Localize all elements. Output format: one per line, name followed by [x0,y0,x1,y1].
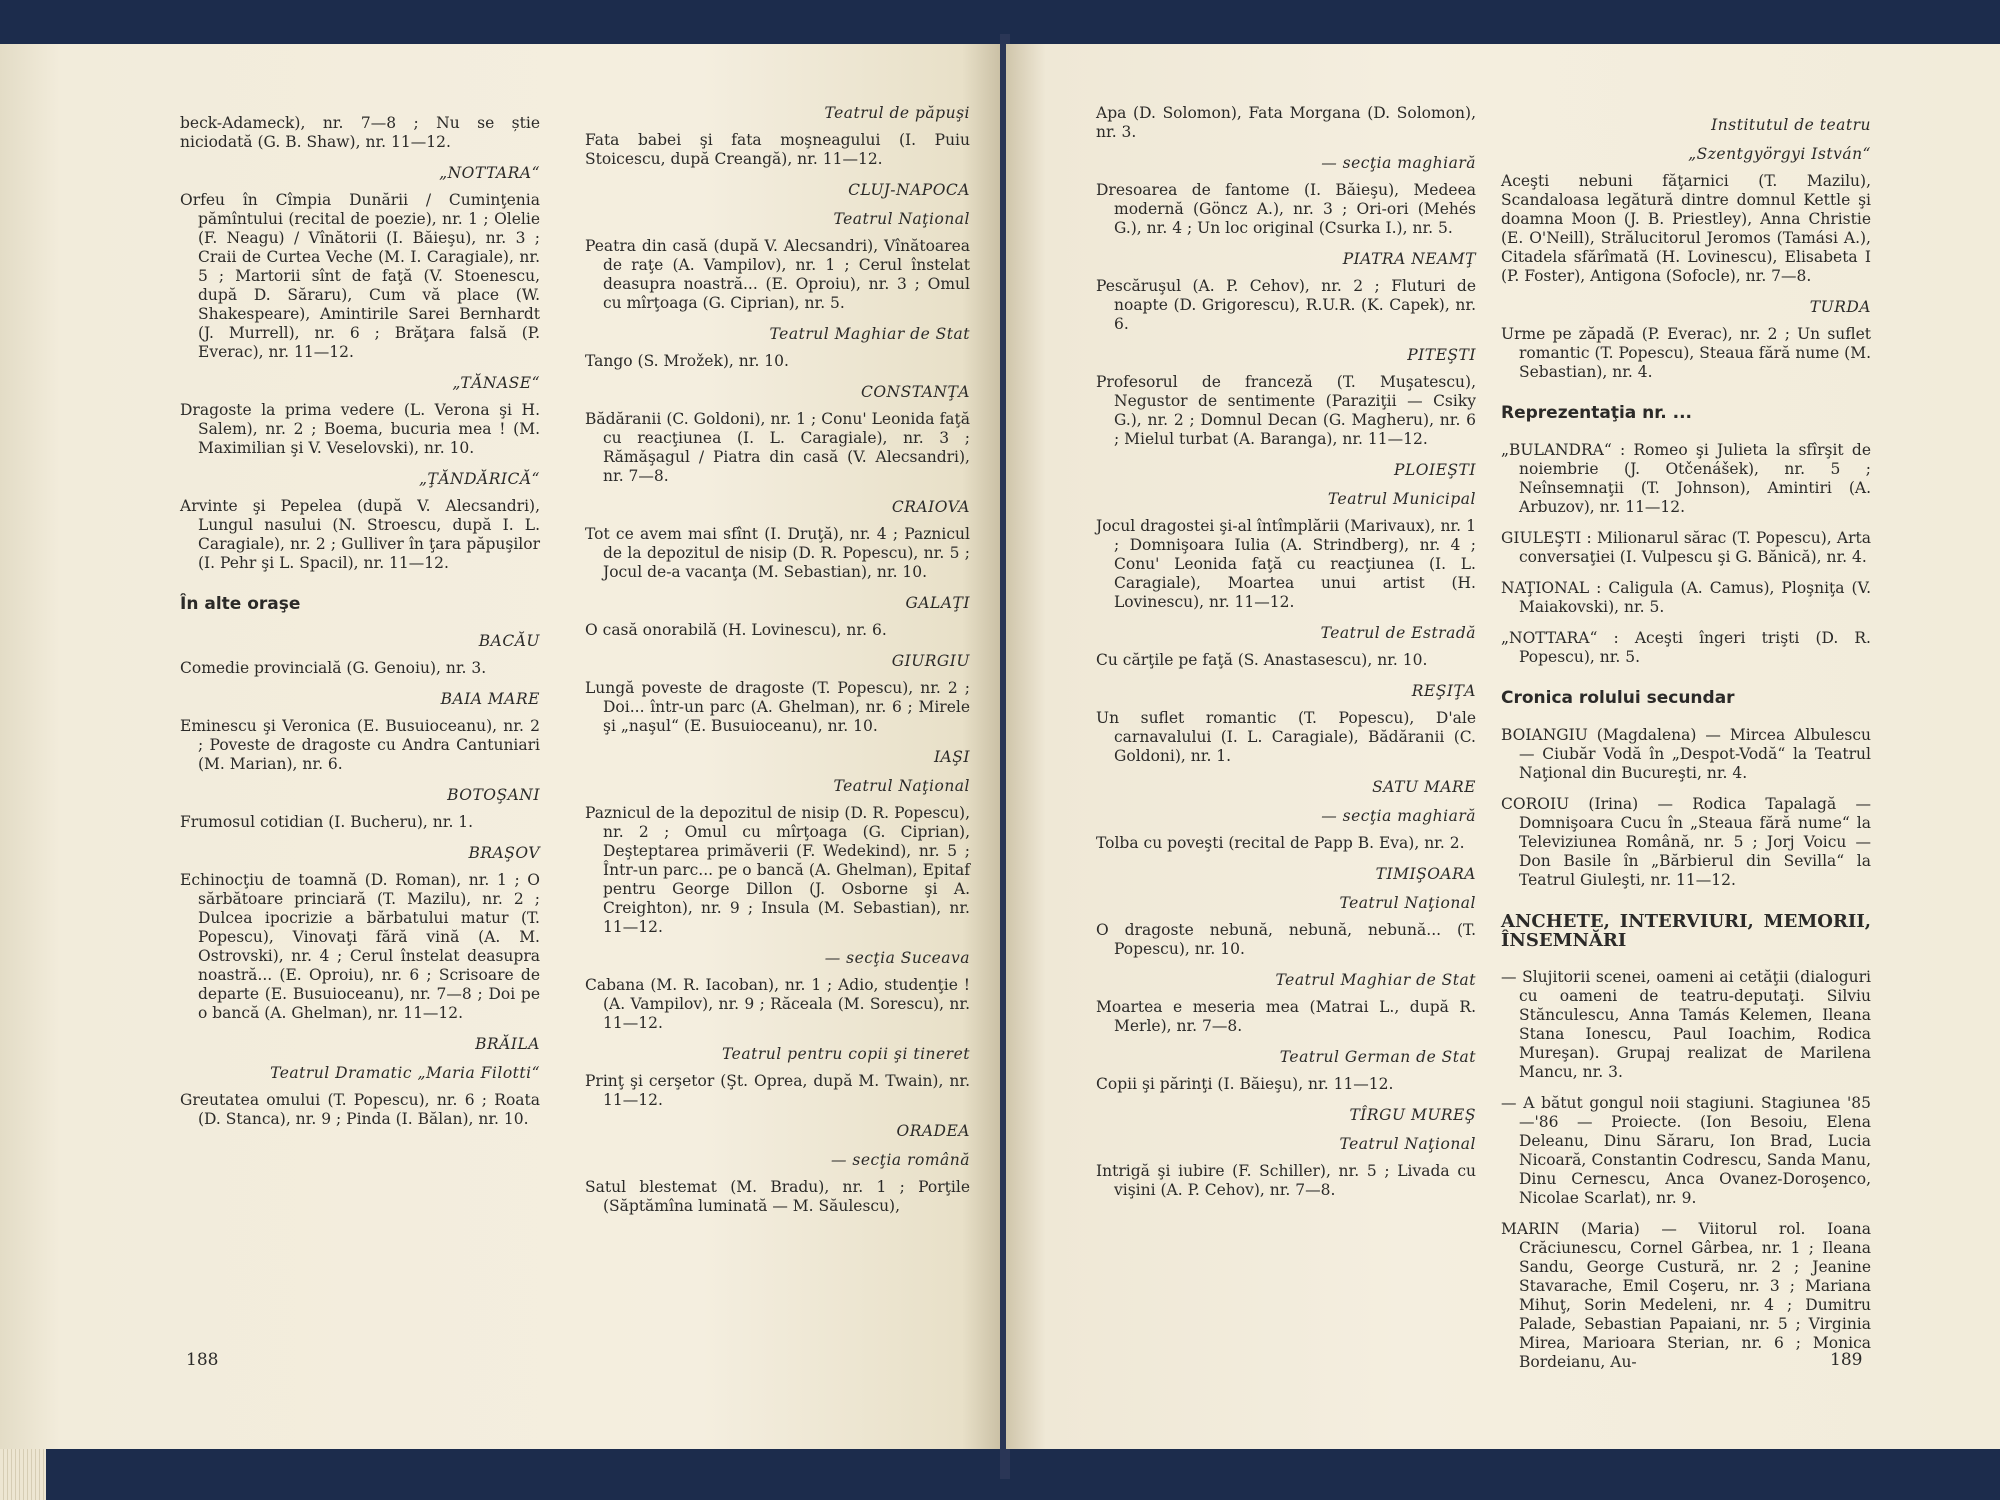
entry-paragraph: „NOTTARA“ : Aceşti îngeri trişti (D. R. Popescu), nr. 5. [1501,629,1871,666]
right-page [1006,44,2000,1449]
entry-paragraph: Echinocţiu de toamnă (D. Roman), nr. 1 ; O sărbătoare princiară (T. Mazilu), nr. 2 ; Dulcea ipocrizie a bărbatului matur (T. Popescu), Vinovaţi fără vină (A. M. Ostrovski), nr. 4 ; Cerul înstelat deasupra noastră... (E. Oproiu), nr. 6 ; Scrisoare de departe (E. Busuioceanu), nr. 7—8 ; Doi pe o bancă (A. Ghelman), nr. 11—12. [180,871,540,1022]
right-column-2 [1501,106,1871,1384]
section-heading: BRĂILA [475,1035,540,1053]
entry-paragraph: O casă onorabilă (H. Lovinescu), nr. 6. [585,621,887,639]
section-heading: Teatrul Maghiar de Stat [769,325,970,343]
section-heading: PITEŞTI [1407,346,1476,364]
entry-paragraph: Peatra din casă (după V. Alecsandri), Vînătoarea de raţe (A. Vampilov), nr. 1 ; Cerul înstelat deasupra noastră... (E. Oproiu), nr. 3 ; Omul cu mîrţoaga (G. Ciprian), nr. 5. [585,237,970,312]
entry-paragraph: NAŢIONAL : Caligula (A. Camus), Ploşniţa (V. Maiakovski), nr. 5. [1501,579,1871,616]
entry-paragraph: Greutatea omului (T. Popescu), nr. 6 ; Roata (D. Stanca), nr. 9 ; Pinda (I. Bălan), nr. 10. [180,1091,540,1128]
entry-paragraph: BOIANGIU (Magdalena) — Mircea Albulescu — Ciubăr Vodă în „Despot-Vodă“ la Teatrul Naţional din Bucureşti, nr. 4. [1501,726,1871,782]
section-heading: TIMIŞOARA [1375,865,1476,883]
section-title: În alte oraşe [180,594,301,614]
entry-paragraph: Cabana (M. R. Iacoban), nr. 1 ; Adio, studenţie ! (A. Vampilov), nr. 9 ; Răceala (M. Sorescu), nr. 11—12. [585,976,970,1032]
section-heading: PLOIEŞTI [1394,461,1476,479]
entry-paragraph: Fata babei şi fata moşneagului (I. Puiu Stoicescu, după Creangă), nr. 11—12. [585,131,970,168]
entry-paragraph: Profesorul de franceză (T. Muşatescu), Negustor de sentimente (Paraziţii — Csiky G.), nr. 2 ; Domnul Decan (G. Magheru), nr. 6 ; Mielul turbat (A. Baranga), nr. 11—12. [1096,373,1476,448]
section-heading: ORADEA [896,1122,970,1140]
entry-paragraph: O dragoste nebună, nebună, nebună... (T. Popescu), nr. 10. [1096,921,1476,958]
section-heading: „NOTTARA“ [439,164,540,182]
right-column-1 [1096,104,1476,1212]
left-column-2 [585,94,970,1228]
entry-paragraph: Frumosul cotidian (I. Bucheru), nr. 1. [180,813,474,831]
section-heading: Institutul de teatru [1711,116,1871,134]
section-title: ANCHETE, INTERVIURI, MEMORII, ÎNSEMNĂRI [1501,911,1871,951]
page-number-right: 189 [1830,1350,1863,1370]
section-heading: „TĂNASE“ [452,374,540,392]
entry-paragraph: Jocul dragostei şi-al întîmplării (Marivaux), nr. 1 ; Domnişoara Iulia (A. Strindberg), nr. 4 ; Conu' Leonida faţă cu reacţiunea (I. L. Caragiale), Moartea unui artist (H. Lovinescu), nr. 11—12. [1096,517,1476,611]
entry-paragraph: Comedie provincială (G. Genoiu), nr. 3. [180,659,487,677]
section-heading: CRAIOVA [891,498,970,516]
left-column-1 [180,114,540,1141]
entry-paragraph: Lungă poveste de dragoste (T. Popescu), nr. 2 ; Doi... într-un parc (A. Ghelman), nr. 6 ; Mirele şi „naşul“ (E. Busuioceanu), nr. 10. [585,679,970,735]
section-heading: BAIA MARE [440,690,540,708]
entry-paragraph: Paznicul de la depozitul de nisip (D. R. Popescu), nr. 2 ; Omul cu mîrţoaga (G. Ciprian), Deşteptarea primăverii (F. Wedekind), nr. 5 ; Într-un parc... pe o bancă (A. Ghelman), Epitaf pentru George Dillon (J. Osborne şi A. Creighton), nr. 9 ; Insula (M. Sebastian), nr. 11—12. [585,804,970,936]
section-heading: Teatrul Naţional [833,777,970,795]
section-heading: GIURGIU [891,652,970,670]
section-heading: — secţia maghiară [1321,807,1476,825]
section-heading: Teatrul Naţional [833,210,970,228]
entry-paragraph: beck-Adameck), nr. 7—8 ; Nu se știe niciodată (G. B. Shaw), nr. 11—12. [180,114,540,151]
entry-paragraph: — A bătut gongul noii stagiuni. Stagiunea '85—'86 — Proiecte. (Ion Besoiu, Elena Deleanu, Dinu Săraru, Ion Brad, Lucia Nicoară, Constantin Codrescu, Sanda Manu, Dinu Cernescu, Anca Ovanez-Doroşenco, Nicolae Scarlat), nr. 9. [1501,1094,1871,1207]
left-page [0,44,1002,1449]
section-heading: — secţia Suceava [824,949,970,967]
section-heading: BACĂU [478,632,540,650]
section-heading: TÎRGU MUREŞ [1349,1106,1476,1124]
entry-paragraph: GIULEŞTI : Milionarul sărac (T. Popescu), Arta conversaţiei (I. Vulpescu şi G. Bănică), nr. 4. [1501,529,1871,566]
section-heading: REŞIŢA [1411,682,1476,700]
section-heading: TURDA [1809,298,1871,316]
entry-paragraph: Prinţ şi cerşetor (Şt. Oprea, după M. Twain), nr. 11—12. [585,1072,970,1109]
entry-paragraph: Urme pe zăpadă (P. Everac), nr. 2 ; Un suflet romantic (T. Popescu), Steaua fără nume (M. Sebastian), nr. 4. [1501,325,1871,381]
section-heading: Teatrul de păpuşi [824,104,970,122]
section-heading: IAŞI [933,748,970,766]
entry-paragraph: Cu cărţile pe faţă (S. Anastasescu), nr. 10. [1096,651,1428,669]
section-heading: — secţia română [831,1151,970,1169]
section-heading: Teatrul Dramatic „Maria Filotti“ [270,1064,540,1082]
entry-paragraph: MARIN (Maria) — Viitorul rol. Ioana Crăciunescu, Cornel Gârbea, nr. 1 ; Ileana Sandu, George Custură, nr. 2 ; Jeanine Stavarache, Emil Coşeru, nr. 3 ; Mariana Mihuţ, Sorin Medeleni, nr. 4 ; Dumitru Palade, Sebastian Papaiani, nr. 5 ; Virginia Mirea, Marioara Sterian, nr. 6 ; Monica Bordeianu, Au- [1501,1220,1871,1371]
entry-paragraph: Dresoarea de fantome (I. Băieşu), Medeea modernă (Göncz A.), nr. 3 ; Ori-ori (Mehés G.), nr. 4 ; Un loc original (Csurka I.), nr. 5. [1096,181,1476,237]
section-title: Cronica rolului secundar [1501,688,1735,708]
book-spread [0,14,2000,1459]
entry-paragraph: Aceşti nebuni făţarnici (T. Mazilu), Scandaloasa legătură dintre domnul Kettle şi doamna Moon (J. B. Priestley), Anna Christie (E. O'Neill), Strălucitorul Jeromos (Tamási A.), Citadela sfărîmată (H. Lovinescu), Elisabeta I (P. Foster), Antigona (Sofocle), nr. 7—8. [1501,172,1871,285]
section-heading: SATU MARE [1372,778,1476,796]
entry-paragraph: Tot ce avem mai sfînt (I. Druţă), nr. 4 ; Paznicul de la depozitul de nisip (D. R. Popescu), nr. 5 ; Jocul de-a vacanţa (M. Sebastian), nr. 10. [585,525,970,581]
section-heading: CLUJ-NAPOCA [848,181,970,199]
section-heading: „Szentgyörgyi István“ [1688,145,1871,163]
entry-paragraph: Apa (D. Solomon), Fata Morgana (D. Solomon), nr. 3. [1096,104,1476,141]
entry-paragraph: — Slujitorii scenei, oameni ai cetăţii (dialoguri cu oameni de teatru-deputaţi. Silviu Stănculescu, Anna Tamás Kelemen, Ileana Stana Ionescu, Paul Ioachim, Rodica Mureşan). Grupaj realizat de Marilena Mancu, nr. 3. [1501,968,1871,1081]
section-heading: Teatrul Maghiar de Stat [1275,971,1476,989]
entry-paragraph: Dragoste la prima vedere (L. Verona şi H. Salem), nr. 2 ; Boema, bucuria mea ! (M. Maximilian şi V. Veselovski), nr. 10. [180,401,540,457]
section-heading: Teatrul pentru copii şi tineret [722,1045,970,1063]
entry-paragraph: Orfeu în Cîmpia Dunării / Cuminţenia pămîntului (recital de poezie), nr. 1 ; Olelie (F. Neagu) / Vînătorii (I. Băieşu), nr. 3 ; Craii de Curtea Veche (M. I. Caragiale), nr. 5 ; Martorii sînt de faţă (V. Stoenescu, după D. Săraru), Cum vă place (W. Shakespeare), Amintirile Sarei Bernhardt (J. Murrell), nr. 6 ; Brăţara falsă (P. Everac), nr. 11—12. [180,191,540,361]
entry-paragraph: Tolba cu poveşti (recital de Papp B. Eva), nr. 2. [1096,834,1465,852]
entry-paragraph: Arvinte şi Pepelea (după V. Alecsandri), Lungul nasului (N. Stroescu, după I. L. Caragiale), nr. 2 ; Gulliver în ţara păpuşilor (I. Pehr şi L. Spacil), nr. 11—12. [180,497,540,572]
section-heading: PIATRA NEAMŢ [1342,250,1476,268]
entry-paragraph: COROIU (Irina) — Rodica Tapalagă — Domnişoara Cucu în „Steaua fără nume“ la Televiziunea Română, nr. 5 ; Jorj Voicu — Don Basile în „Bărbierul din Sevilla“ la Teatrul Giuleşti, nr. 11—12. [1501,795,1871,889]
section-heading: Teatrul Naţional [1339,1135,1476,1153]
entry-paragraph: Un suflet romantic (T. Popescu), D'ale carnavalului (I. L. Caragiale), Bădăranii (C. Goldoni), nr. 1. [1096,709,1476,765]
entry-paragraph: Bădăranii (C. Goldoni), nr. 1 ; Conu' Leonida faţă cu reacţiunea (I. L. Caragiale), nr. 3 ; Rămăşagul / Piatra din casă (V. Alecsandri), nr. 7—8. [585,410,970,485]
entry-paragraph: Eminescu şi Veronica (E. Busuioceanu), nr. 2 ; Poveste de dragoste cu Andra Cantuniari (M. Marian), nr. 6. [180,717,540,773]
entry-paragraph: Copii şi părinţi (I. Băieşu), nr. 11—12. [1096,1075,1394,1093]
section-heading: GALAŢI [905,594,970,612]
entry-paragraph: „BULANDRA“ : Romeo şi Julieta la sfîrşit de noiembrie (J. Otčenášek), nr. 5 ; Neînsemnaţii (T. Johnson), Amintiri (A. Arbuzov), nr. 11—12. [1501,441,1871,516]
section-heading: — secţia maghiară [1321,154,1476,172]
section-heading: BOTOŞANI [447,786,540,804]
section-title: Reprezentaţia nr. ... [1501,403,1692,423]
section-heading: Teatrul Municipal [1327,490,1476,508]
entry-paragraph: Intrigă şi iubire (F. Schiller), nr. 5 ; Livada cu vişini (A. P. Cehov), nr. 7—8. [1096,1162,1476,1199]
section-heading: BRAŞOV [468,844,540,862]
entry-paragraph: Moartea e meseria mea (Matrai L., după R. Merle), nr. 7—8. [1096,998,1476,1035]
section-heading: „ŢĂNDĂRICĂ“ [418,470,540,488]
entry-paragraph: Satul blestemat (M. Bradu), nr. 1 ; Porţile (Săptămîna luminată — M. Săulescu), [585,1178,970,1215]
section-heading: Teatrul de Estradă [1320,624,1476,642]
entry-paragraph: Tango (S. Mrožek), nr. 10. [585,352,789,370]
entry-paragraph: Pescăruşul (A. P. Cehov), nr. 2 ; Fluturi de noapte (D. Grigorescu), R.U.R. (K. Capek), nr. 6. [1096,277,1476,333]
section-heading: Teatrul German de Stat [1279,1048,1476,1066]
page-number-left: 188 [186,1350,219,1370]
section-heading: CONSTANŢA [860,383,970,401]
section-heading: Teatrul Naţional [1339,894,1476,912]
